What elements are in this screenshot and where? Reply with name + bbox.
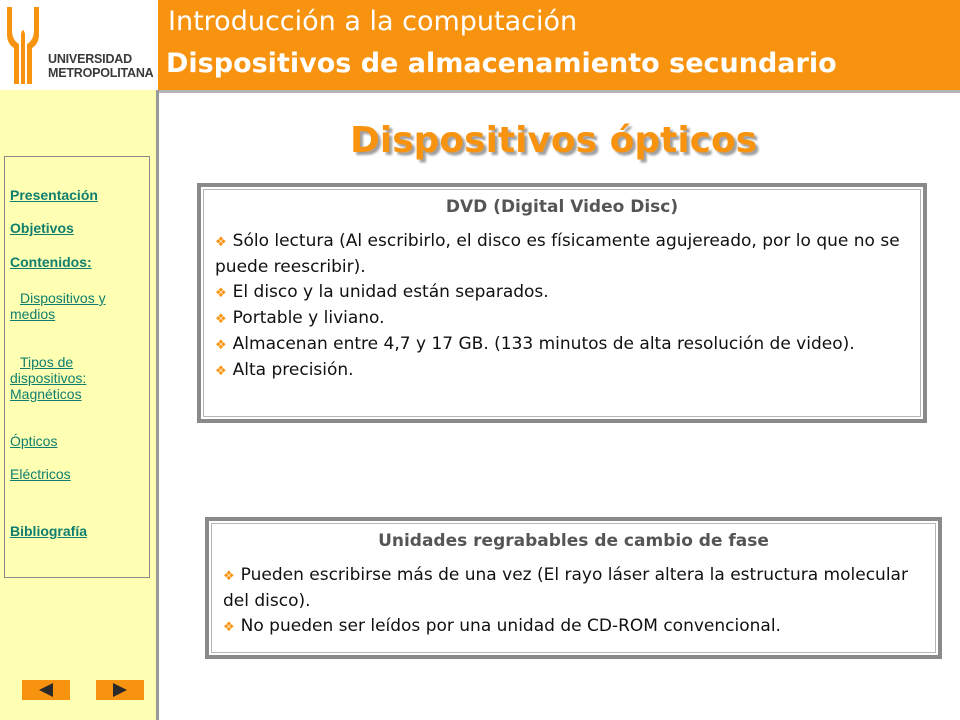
dvd-list: [215, 229, 909, 384]
list-item: ❖ Almacenan entre 4,7 y 17 GB. (133 minutos de alta resolución de video).: [215, 334, 855, 354]
nav-electricos[interactable]: Eléctricos: [10, 466, 71, 482]
diamond-bullet-icon: ❖: [223, 620, 235, 635]
phase-list: [223, 563, 924, 640]
diamond-bullet-icon: ❖: [215, 286, 227, 301]
previous-button[interactable]: [22, 680, 70, 700]
next-button[interactable]: [96, 680, 144, 700]
nav-magneticos[interactable]: Tipos de dispositivos: Magnéticos: [10, 354, 87, 402]
diamond-bullet-icon: ❖: [215, 338, 227, 353]
university-name: [48, 52, 154, 80]
list-item: ❖ El disco y la unidad están separados.: [215, 282, 549, 302]
nav-contenidos[interactable]: Contenidos:: [10, 254, 92, 270]
course-title: Introducción a la computación: [168, 6, 578, 37]
arrow-left-icon: [39, 683, 53, 697]
list-item: ❖ Portable y liviano.: [215, 308, 385, 328]
header-banner: [158, 0, 960, 90]
university-logo: [0, 0, 158, 90]
arrow-right-icon: [113, 683, 127, 697]
header-divider: [158, 90, 960, 93]
dvd-title: DVD (Digital Video Disc): [445, 197, 679, 217]
nav-presentacion[interactable]: Presentación: [10, 187, 98, 203]
logo-line-2: METROPOLITANA: [48, 66, 154, 80]
page-title: Dispositivos ópticos: [350, 120, 758, 161]
nav-objetivos[interactable]: Objetivos: [10, 220, 74, 236]
list-item: ❖ No pueden ser leídos por una unidad de CD-ROM convencional.: [223, 616, 781, 636]
list-item: ❖ Pueden escribirse más de una vez (El rayo láser altera la estructura molecular del disco).: [223, 565, 908, 611]
nav-opticos[interactable]: Ópticos: [10, 433, 58, 449]
sidebar-divider: [156, 90, 159, 720]
list-item: ❖ Sólo lectura (Al escribirlo, el disco es físicamente agujereado, por lo que no se puede reescribir).: [215, 231, 900, 277]
dvd-box: [197, 183, 927, 423]
topic-title: Dispositivos de almacenamiento secundario: [166, 48, 837, 79]
university-emblem-icon: [4, 4, 42, 86]
logo-line-1: UNIVERSIDAD: [48, 52, 132, 66]
nav-dispositivos-medios[interactable]: Dispositivos y medios: [10, 290, 106, 322]
list-item: ❖ Alta precisión.: [215, 360, 354, 380]
phase-title: Unidades regrabables de cambio de fase: [378, 531, 769, 551]
diamond-bullet-icon: ❖: [215, 364, 227, 379]
diamond-bullet-icon: ❖: [215, 312, 227, 327]
diamond-bullet-icon: ❖: [215, 235, 227, 250]
phase-change-box: [205, 517, 942, 659]
diamond-bullet-icon: ❖: [223, 569, 235, 584]
nav-bibliografia[interactable]: Bibliografía: [10, 523, 88, 539]
